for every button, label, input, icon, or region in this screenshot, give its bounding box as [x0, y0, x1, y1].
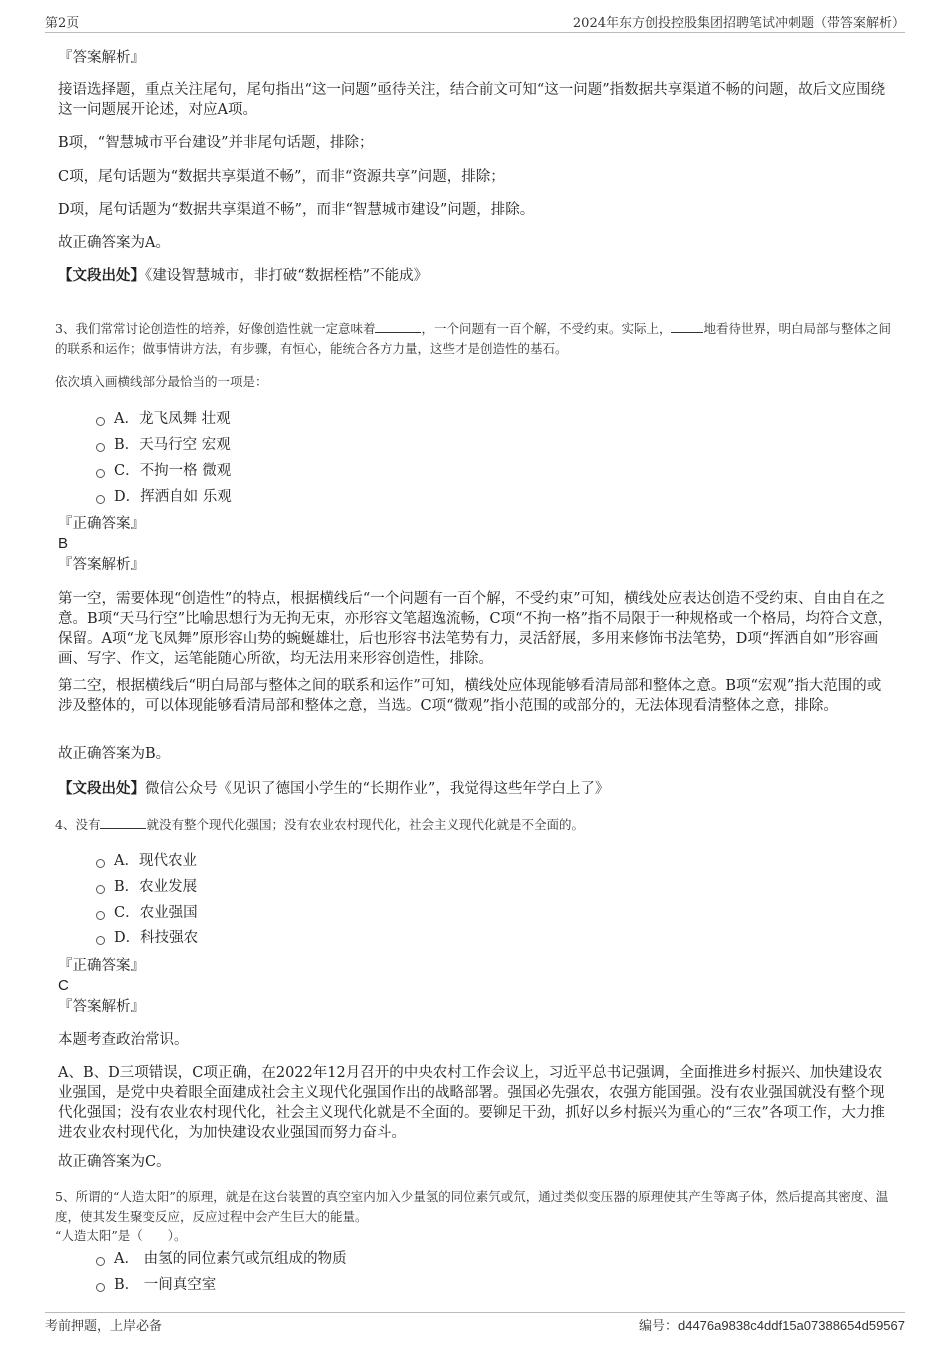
source-text: 微信公众号《见识了德国小学生的“长期作业”，我觉得这些年学白上了》	[145, 781, 610, 797]
radio-icon[interactable]	[96, 859, 105, 868]
blank-line	[671, 319, 703, 333]
footer-slogan: 考前押题，上岸必备	[45, 1319, 163, 1334]
q2-source	[58, 266, 893, 286]
q3-option-a[interactable]	[96, 409, 231, 429]
q2-explanation-1: 接语选择题，重点关注尾句，尾句指出“这一问题”亟待关注，结合前文可知“这一问题”指数据共享渠道不畅的问题，故后文应围绕这一问题展开论述，对应A项。	[58, 82, 886, 118]
blank-line	[100, 815, 146, 829]
q2-explanation-4: D项，尾句话题为“数据共享渠道不畅”，而非“智慧城市建设”问题，排除。	[58, 202, 535, 218]
radio-icon[interactable]	[96, 469, 105, 478]
q2-answer-summary: 故正确答案为A。	[58, 235, 170, 251]
q4-jiexi-label: 『答案解析』	[58, 999, 145, 1015]
q3-stem-part2: ，一个问题有一百个解，不受约束。实际上，	[421, 321, 672, 336]
q4-option-a[interactable]	[96, 851, 197, 871]
page-header	[45, 12, 905, 33]
q2-explanation-2: B项，“智慧城市平台建设”并非尾句话题，排除；	[58, 135, 374, 151]
radio-icon[interactable]	[96, 1283, 105, 1292]
q3-stem-part1: 3、我们常常讨论创造性的培养，好像创造性就一定意味着	[55, 321, 376, 336]
q4-answer-summary: 故正确答案为C。	[58, 1154, 171, 1170]
option-label: B． 一间真空室	[114, 1277, 217, 1293]
q4-option-b[interactable]	[96, 877, 197, 897]
option-label: A．龙飞凤舞 壮观	[114, 411, 231, 427]
q3-answer-label: 『正确答案』	[58, 516, 145, 532]
q4-stem	[55, 815, 890, 835]
option-label: B．天马行空 宏观	[114, 437, 231, 453]
q3-explanation-2: 第二空，根据横线后“明白局部与整体之间的联系和运作”可知，横线处应体现能够看清局部和整体之意。B项“宏观”指大范围的或涉及整体的，可以体现能够看清局部和整体之意，当选。C项“微观”指小范围的或部分的，无法体现看清整体之意，排除。	[58, 678, 882, 714]
q4-explanation-1: 本题考查政治常识。	[58, 1032, 189, 1048]
radio-icon[interactable]	[96, 417, 105, 426]
q3-option-c[interactable]	[96, 461, 231, 481]
source-label: 【文段出处】	[58, 780, 145, 797]
q3-option-d[interactable]	[96, 487, 232, 507]
q4-explanation-2: A、B、D三项错误，C项正确，在2022年12月召开的中央农村工作会议上，习近平总书记强调，全面推进乡村振兴、加快建设农业强国，是党中央着眼全面建成社会主义现代化强国作出的战略部署。强国必先强农，农强方能国强。没有农业强国就没有整个现代化强国；没有农业农村现代化，社会主义现代化就是不全面的。要铆足干劲，抓好以乡村振兴为重心的“三农”各项工作，大力推进农业农村现代化，为加快建设农业强国而努力奋斗。	[58, 1065, 885, 1141]
option-label: B．农业发展	[114, 879, 198, 895]
document-title: 2024年东方创投控股集团招聘笔试冲刺题（带答案解析）	[572, 16, 905, 31]
q3-answer-summary: 故正确答案为B。	[58, 746, 171, 762]
radio-icon[interactable]	[96, 936, 105, 945]
q4-stem-part2: 就没有整个现代化强国；没有农业农村现代化，社会主义现代化就是不全面的。	[146, 817, 584, 832]
radio-icon[interactable]	[96, 1257, 105, 1266]
option-label: C．不拘一格 微观	[114, 463, 232, 479]
radio-icon[interactable]	[96, 495, 105, 504]
q5-stem-2: “人造太阳”是（ ）。	[55, 1228, 187, 1243]
q3-stem-part3: 地看待世界，明白局部与整体之间的联系和运作；做事情讲方法，有步骤，有恒心，能统合各方力量，这些才是创造性的基石。	[55, 321, 891, 356]
q5-option-a[interactable]	[96, 1249, 347, 1269]
document-id: 编号：d4476a9838c4ddf15a07388654d59567	[638, 1318, 905, 1333]
q5-option-b[interactable]	[96, 1275, 216, 1295]
q3-explanation-1: 第一空，需要体现“创造性”的特点，根据横线后“一个问题有一百个解，不受约束”可知，横线处应表达创造不受约束、自由自在之意。B项“天马行空”比喻思想行为无拘无束，亦形容文笔超逸流畅，C项“不拘一格”指不局限于一种规格或一个格局，均符合文意，保留。A项“龙飞凤舞”原形容山势的蜿蜒雄壮，后也形容书法笔势有力，灵活舒展，多用来修饰书法笔势，D项“挥洒自如”形容画画、写字、作文，运笔能随心所欲，均无法用来形容创造性，排除。	[58, 591, 893, 667]
option-label: C．农业强国	[114, 905, 198, 921]
q3-prompt: 依次填入画横线部分最恰当的一项是：	[55, 374, 268, 389]
q3-stem	[55, 319, 895, 359]
option-label: A．现代农业	[114, 853, 197, 869]
radio-icon[interactable]	[96, 443, 105, 452]
blank-line	[375, 319, 421, 333]
q4-stem-part1: 4、没有	[55, 817, 101, 832]
q3-answer: B	[58, 535, 69, 552]
source-text: 《建设智慧城市，非打破“数据桎梏”不能成》	[145, 268, 429, 284]
q3-option-b[interactable]	[96, 435, 231, 455]
option-label: A． 由氢的同位素氕或氘组成的物质	[114, 1251, 347, 1267]
q5-stem: 5、所谓的“人造太阳”的原理，就是在这台装置的真空室内加入少量氢的同位素氕或氘，通过类似变压器的原理使其产生等离子体，然后提高其密度、温度，使其发生聚变反应，反应过程中会产生巨大的能量。	[55, 1189, 889, 1224]
q4-option-c[interactable]	[96, 903, 198, 923]
q3-source	[58, 779, 893, 799]
radio-icon[interactable]	[96, 911, 105, 920]
q3-jiexi-label: 『答案解析』	[58, 557, 145, 573]
q4-option-d[interactable]	[96, 928, 198, 948]
q4-answer: C	[58, 977, 69, 994]
q2-explanation-3: C项，尾句话题为“数据共享渠道不畅”，而非“资源共享”问题，排除；	[58, 169, 505, 185]
option-label: D．挥洒自如 乐观	[114, 489, 232, 505]
option-label: D．科技强农	[114, 930, 199, 946]
page-number: 第2页	[45, 16, 80, 31]
page-footer	[45, 1312, 905, 1337]
q2-jiexi-label: 『答案解析』	[58, 50, 145, 66]
source-label: 【文段出处】	[58, 267, 145, 284]
q4-answer-label: 『正确答案』	[58, 958, 145, 974]
radio-icon[interactable]	[96, 885, 105, 894]
